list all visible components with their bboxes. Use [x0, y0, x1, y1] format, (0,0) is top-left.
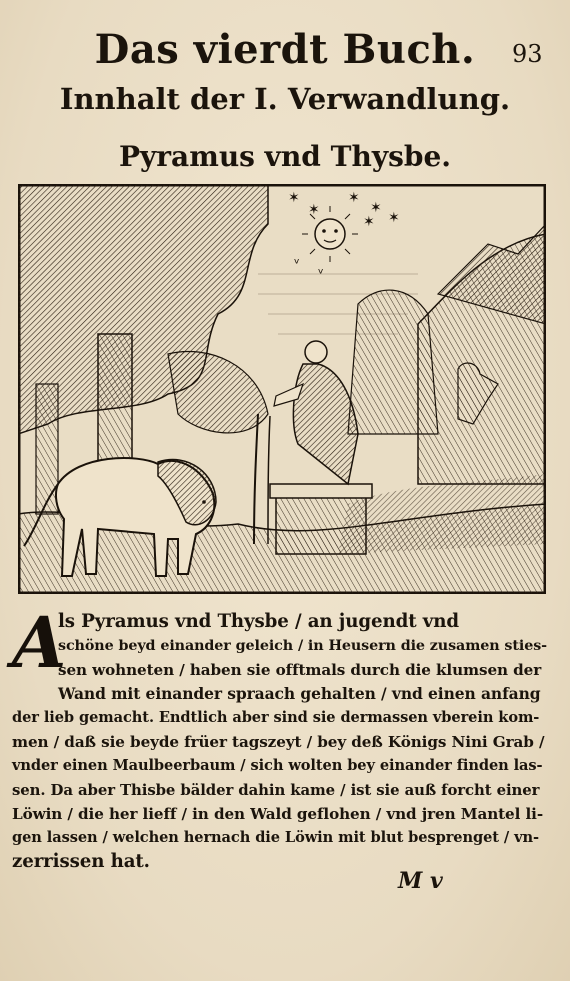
body-line: ls Pyramus vnd Thysbe / an jugendt vnd: [58, 611, 459, 632]
body-line: schöne beyd einander geleich / in Heusern die zusamen sties-: [58, 638, 547, 654]
svg-text:✶: ✶: [388, 210, 400, 226]
signature-mark: M v: [398, 868, 443, 894]
body-line: men / daß sie beyde früer tagszeyt / bey deß Königs Nini Grab /: [12, 733, 545, 751]
body-line: vnder einen Maulbeerbaum / sich wolten bey einander finden las-: [12, 757, 543, 774]
svg-text:✶: ✶: [363, 214, 375, 230]
body-line: sen. Da aber Thisbe bälder dahin kame / ist sie auß forcht einer: [12, 781, 540, 799]
svg-text:✶: ✶: [348, 190, 360, 206]
body-line: Wand mit einander spraach gehalten / vnd einen anfang: [58, 684, 541, 703]
chapter-subtitle: Innhalt der I. Verwandlung.: [59, 82, 511, 116]
body-line: der lieb gemacht. Endtlich aber sind sie dermassen vberein kom-: [12, 709, 540, 726]
svg-text:✶: ✶: [288, 190, 300, 206]
body-line: zerrissen hat.: [12, 851, 150, 872]
drop-cap-letter: A: [12, 601, 67, 684]
svg-text:ᵛ: ᵛ: [318, 266, 324, 282]
body-line: sen wohneten / haben sie offtmals durch die klumsen der: [58, 661, 542, 679]
body-line: gen lassen / welchen hernach die Löwin mit blut besprenget / vn-: [12, 829, 539, 846]
page-number: 93: [512, 40, 543, 68]
svg-text:ᵛ: ᵛ: [294, 256, 300, 272]
body-line: Löwin / die her lieff / in den Wald geflohen / vnd jren Mantel li-: [12, 805, 544, 823]
story-title: Pyramus vnd Thysbe.: [118, 140, 452, 173]
page-header-title: Das vierdt Buch.: [94, 26, 476, 73]
woodcut-illustration: [18, 184, 546, 594]
svg-text:✶: ✶: [308, 202, 320, 218]
svg-text:✶: ✶: [370, 200, 382, 216]
